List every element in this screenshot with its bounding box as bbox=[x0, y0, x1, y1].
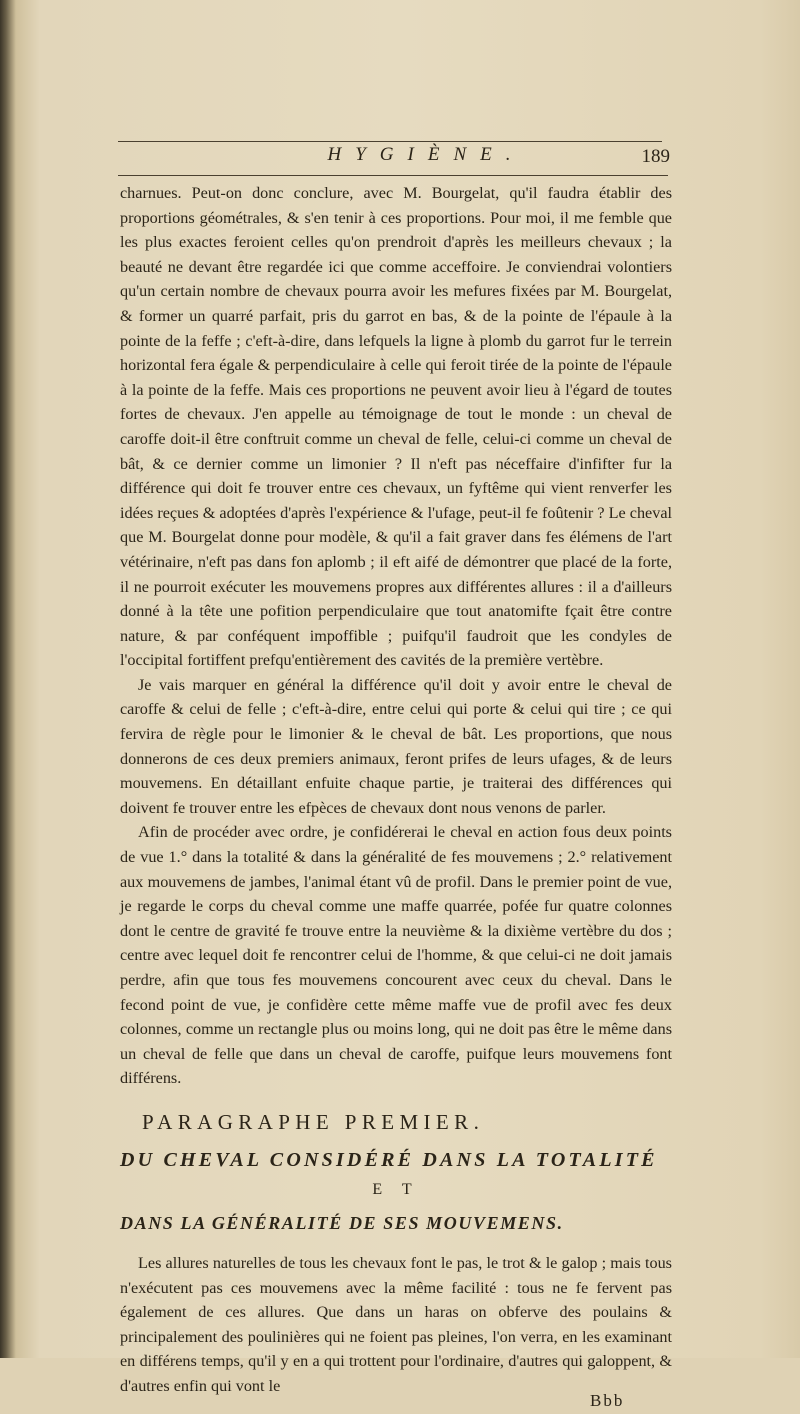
section-title-conjunction: E T bbox=[372, 1180, 420, 1198]
page-body bbox=[120, 181, 672, 1410]
section-title-line-2: DANS LA GÉNÉRALITÉ DE SES MOUVEMENS. bbox=[120, 1212, 564, 1233]
paragraph-title: PARAGRAPHE PREMIER. bbox=[142, 1109, 485, 1134]
page-number: 189 bbox=[641, 146, 670, 167]
page-header bbox=[118, 144, 670, 174]
paragraph-4: Les allures naturelles de tous les chevaux font le pas, le trot & le galop ; mais tous n'exécutent pas ces mouvemens avec la même facilité : tous ne fe fervent pas également de ces allures. Que dans un haras on obferve des poulains & principalement des poulinières qui ne foient pas pleines, l'on verra, en les examinant en différens temps, qu'il y en a qui trottent pour l'ordinaire, d'autres qui galoppent, & d'autres enfin qui vont le bbox=[120, 1253, 672, 1395]
paragraph-3: Afin de procéder avec ordre, je confidérerai le cheval en action fous deux points de vue 1.° dans la totalité & dans la généralité de fes mouvemens ; 2.° relativement aux mouvemens de jambes, l'animal étant vû de profil. Dans le premier point de vue, je regarde le corps du cheval comme une maffe quarrée, pofée fur quatre colonnes dont le centre de gravité fe trouve entre la neuvième & la dixième vertèbre du dos ; centre avec lequel doit fe rencontrer celui de l'homme, & que celui-ci ne doit jamais perdre, afin que tous fes mouvemens concourent avec ceux du cheval. Dans le fecond point de vue, je confidère cette même maffe vue de profil avec fes deux colonnes, comme un rectangle plus ou moins long, qui ne doit pas être le même dans un cheval de felle que dans un cheval de caroffe, puifque leurs mouvemens font différens. bbox=[120, 823, 672, 1088]
signature-mark: Bbb bbox=[590, 1390, 625, 1410]
header-rule-top bbox=[118, 141, 662, 142]
section-title-line-1: DU CHEVAL CONSIDÉRÉ DANS LA TOTALITÉ bbox=[120, 1148, 658, 1171]
section-heading bbox=[120, 1107, 672, 1237]
running-head: HYGIÈNE. bbox=[327, 144, 525, 165]
header-rule-bottom bbox=[118, 175, 668, 176]
paragraph-1: charnues. Peut-on donc conclure, avec M. Bourgelat, qu'il faudra établir des proportions géométrales, & s'en tenir à ces proportions. Pour moi, il me femble que les plus exactes feroient celles qu'on prendroit d'après les meilleurs chevaux ; la beauté ne devant être regardée ici que comme acceffoire. Je conviendrai volontiers qu'un certain nombre de chevaux pourra avoir les mefures fixées par M. Bourgelat, & former un quarré parfait, pris du garrot en bas, & de la pointe de l'épaule à la pointe de la feffe ; c'eft-à-dire, dans lefquels la ligne à plomb du garrot fur le terrein horizontal fera égale & perpendiculaire à celle qui feroit tirée de la pointe de l'épaule à la pointe de la feffe. Mais ces proportions ne peuvent avoir lieu à l'égard de toutes fortes de chevaux. J'en appelle au témoignage de tout le monde : un cheval de caroffe doit-il être conftruit comme un cheval de felle, celui-ci comme un cheval de bât, & ce dernier comme un limonier ? Il n'eft pas néceffaire d'infifter fur la différence qui doit fe trouver entre ces chevaux, un fyftême qui vient renverfer les idées reçues & adoptées d'après l'expérience & l'ufage, peut-il fe foûtenir ? Le cheval que M. Bourgelat donne pour modèle, & qu'il a fait graver dans fes élémens de l'art vétérinaire, n'eft pas dans fon aplomb ; il eft aifé de démontrer que placé de la forte, il ne pourroit exécuter les mouvemens propres aux différentes allures : il a d'ailleurs donné à la tête une pofition perpendiculaire que tout anatomifte fçait être contre nature, & par conféquent impoffible ; puifqu'il faudroit que les condyles de l'occipital fortiffent prefqu'entièrement des cavités de la première vertèbre. bbox=[120, 184, 672, 670]
paragraph-2: Je vais marquer en général la différence qu'il doit y avoir entre le cheval de caroffe & celui de felle ; c'eft-à-dire, entre celui qui porte & celui qui tire ; ce qui fervira de règle pour le limonier & le cheval de bât. Les proportions, que nous donnerons de ces deux premiers animaux, feront prifes de leurs ufages, & de leurs mouvemens. En détaillant enfuite chaque partie, je traiterai des différences qui doivent fe trouver entre les efpèces de chevaux dont nous venons de parler. bbox=[120, 675, 672, 817]
final-paragraph-wrap bbox=[120, 1251, 672, 1410]
